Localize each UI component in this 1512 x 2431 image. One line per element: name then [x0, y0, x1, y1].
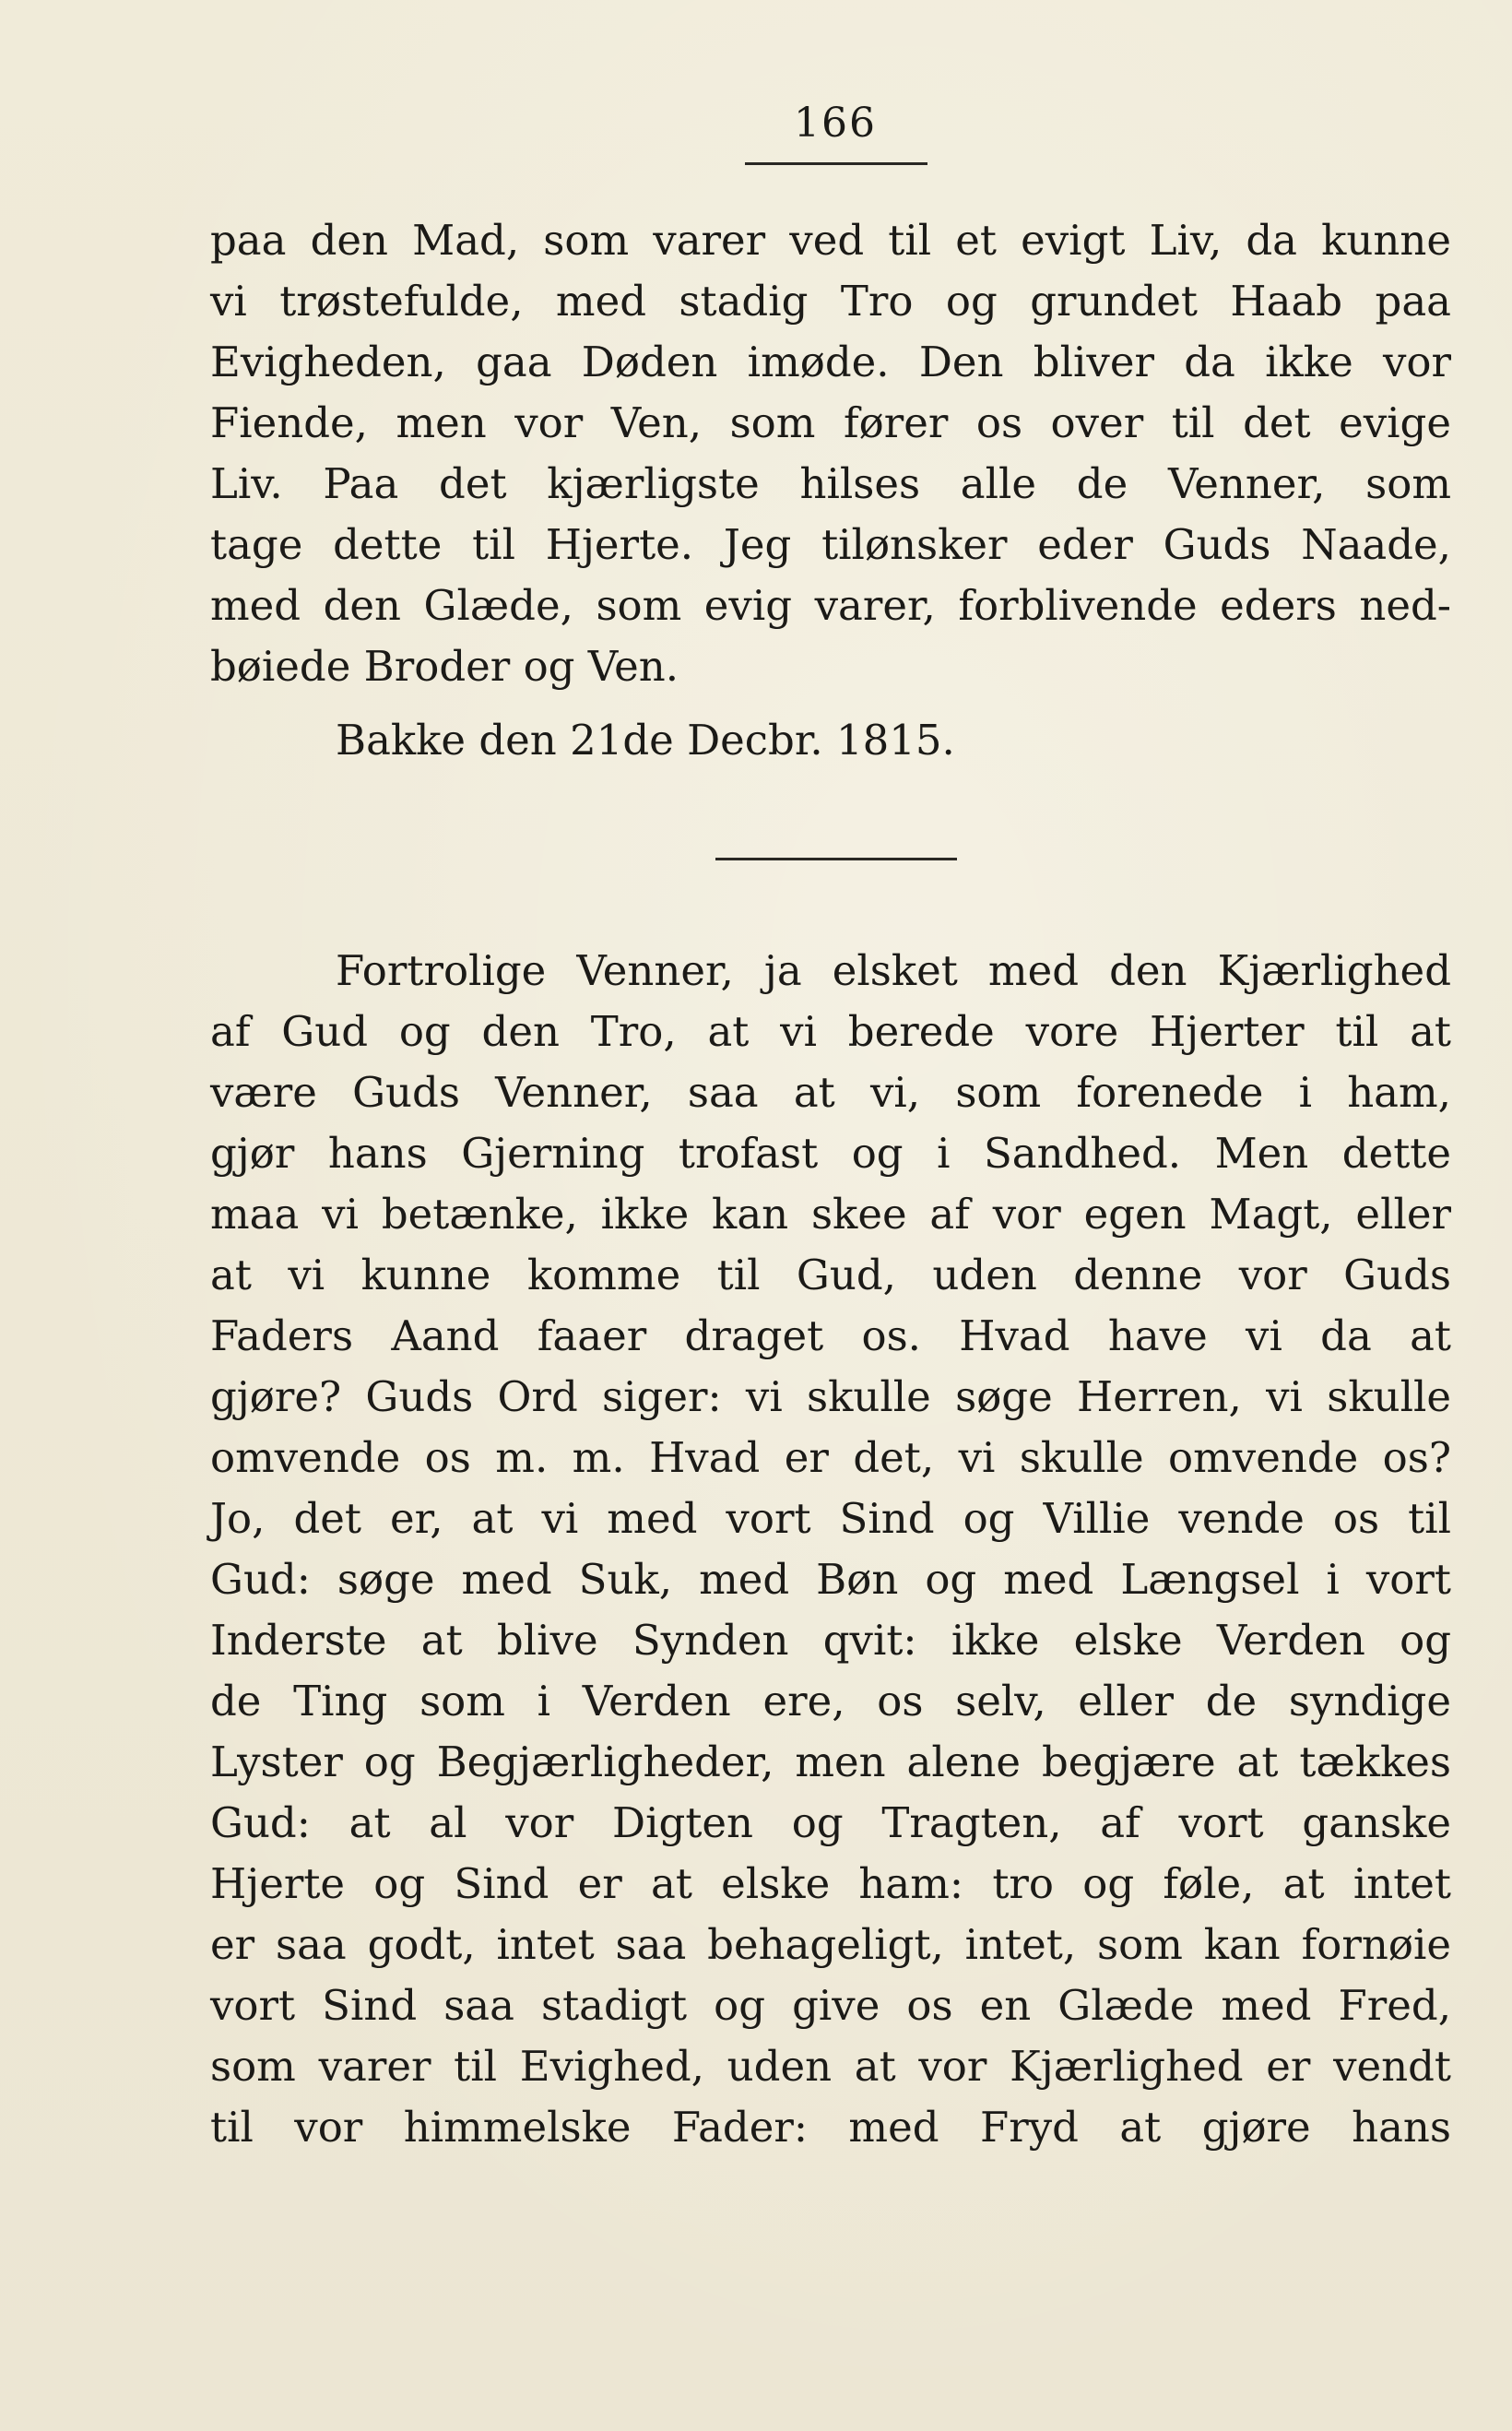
text-line: vort Sind saa stadigt og give os en Glæde med Fred, [210, 1981, 1451, 2030]
header-rule [745, 162, 927, 165]
text-line: Faders Aand faaer draget os. Hvad have vi da at [210, 1311, 1451, 1360]
text-line: tage dette til Hjerte. Jeg tilønsker eder Guds Naade, [210, 520, 1451, 569]
text-line: Gud: at al vor Digten og Tragten, af vort ganske [210, 1798, 1451, 1847]
text-line: er saa godt, intet saa behageligt, intet, som kan fornøie [210, 1920, 1451, 1969]
text-line: Inderste at blive Synden qvit: ikke elske Verden og [210, 1616, 1451, 1665]
text-line: de Ting som i Verden ere, os selv, eller de syndige [210, 1677, 1451, 1725]
section-divider [715, 858, 957, 860]
text-line: Hjerte og Sind er at elske ham: tro og føle, at intet [210, 1859, 1451, 1908]
text-line: være Guds Venner, saa at vi, som forenede i ham, [210, 1068, 1451, 1117]
text-line: Fortrolige Venner, ja elsket med den Kjærlighed [336, 946, 1451, 995]
text-line: omvende os m. m. Hvad er det, vi skulle omvende os? [210, 1433, 1451, 1482]
text-line: gjør hans Gjerning trofast og i Sandhed. Men dette [210, 1129, 1451, 1178]
text-line: paa den Mad, som varer ved til et evigt Liv, da kunne [210, 216, 1451, 265]
text-line: Liv. Paa det kjærligste hilses alle de Venner, som [210, 459, 1451, 508]
text-line: Evigheden, gaa Døden imøde. Den bliver da ikke vor [210, 338, 1451, 386]
text-line: vi trøstefulde, med stadig Tro og grundet Haab paa [210, 277, 1451, 326]
paragraph-2 [210, 941, 1451, 2158]
text-line: at vi kunne komme til Gud, uden denne vor Guds [210, 1251, 1451, 1299]
text-line: med den Glæde, som evig varer, forblivende eders ned- [210, 581, 1451, 630]
page-number: 166 [794, 100, 877, 147]
text-line: af Gud og den Tro, at vi berede vore Hjerter til at [210, 1007, 1451, 1056]
date-line: Bakke den 21de Decbr. 1815. [336, 716, 955, 765]
text-line: som varer til Evighed, uden at vor Kjærlighed er vendt [210, 2042, 1451, 2091]
text-line: Fiende, men vor Ven, som fører os over til det evige [210, 398, 1451, 447]
text-line: Gud: søge med Suk, med Bøn og med Længsel i vort [210, 1555, 1451, 1604]
text-line: Jo, det er, at vi med vort Sind og Villie vende os til [210, 1494, 1451, 1543]
text-line: bøiede Broder og Ven. [210, 642, 679, 691]
text-line: Lyster og Begjærligheder, men alene begjære at tækkes [210, 1737, 1451, 1786]
text-line: gjøre? Guds Ord siger: vi skulle søge Herren, vi skulle [210, 1372, 1451, 1421]
text-line: maa vi betænke, ikke kan skee af vor egen Magt, eller [210, 1190, 1451, 1239]
paragraph-1 [210, 210, 1451, 697]
text-line: til vor himmelske Fader: med Fryd at gjøre hans [210, 2103, 1451, 2152]
